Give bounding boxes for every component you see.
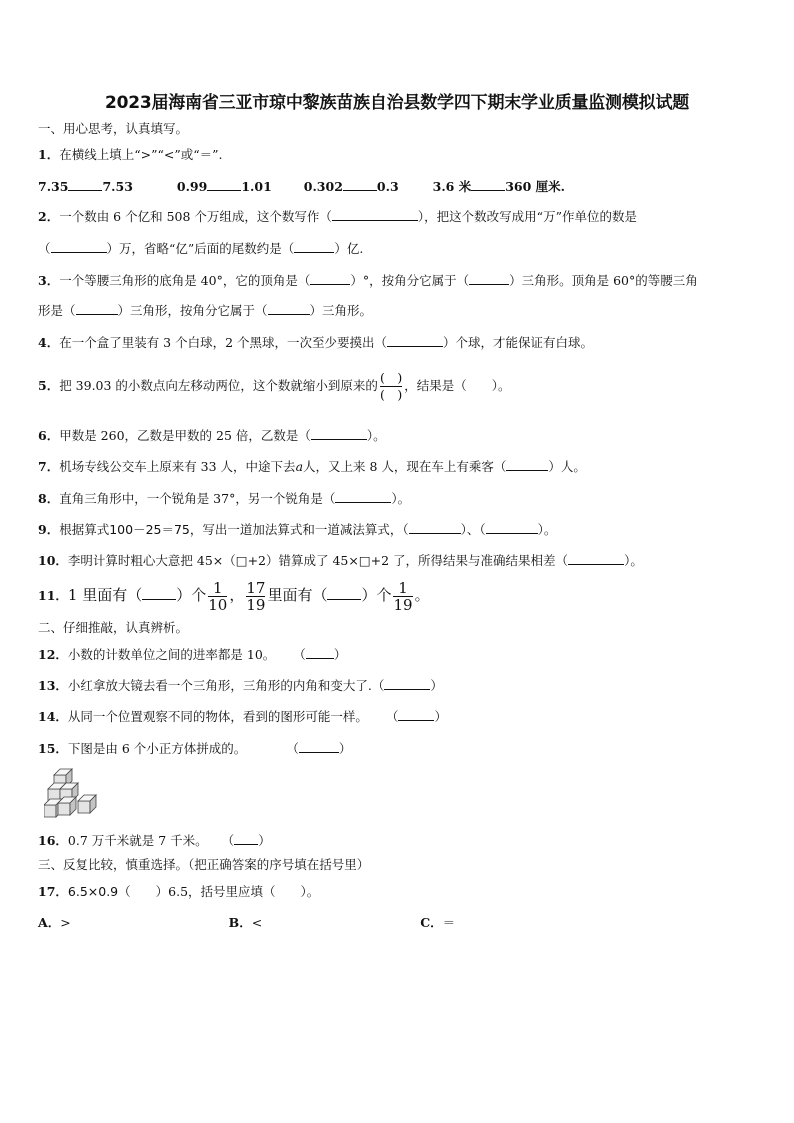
question-text: ）	[434, 709, 447, 724]
question-17	[38, 884, 319, 900]
question-number: 16．	[38, 833, 68, 848]
fraction	[380, 370, 402, 403]
question-text: ）、（	[460, 522, 486, 537]
answer-blank[interactable]	[343, 178, 377, 191]
question-number: 10．	[38, 553, 68, 568]
page-title: 2023届海南省三亚市琼中黎族苗族自治县数学四下期末学业质量监测模拟试题	[104, 93, 690, 113]
question-text: ）	[258, 833, 271, 848]
question-text: ）。	[537, 522, 557, 537]
fraction	[393, 580, 412, 613]
question-17-options	[38, 915, 455, 931]
question-text: ）。	[624, 553, 643, 568]
question-text: （ ）6.5，括号里应填（ ）。	[118, 884, 320, 899]
question-text: 一个等腰三角形的底角是 40°，它的顶角是（	[59, 273, 311, 288]
option-text: ＝	[442, 915, 456, 930]
stacked-cubes-figure	[44, 767, 100, 819]
question-number: 9．	[38, 522, 60, 537]
section-3-heading: 三、反复比较，慎重选择。（把正确答案的序号填在括号里）	[38, 857, 370, 872]
question-text: ）	[333, 647, 347, 662]
question-number: 5．	[38, 378, 60, 393]
question-15	[38, 740, 351, 757]
answer-blank[interactable]	[68, 178, 102, 191]
question-text: ）个球，才能保证有白球。	[443, 335, 594, 350]
question-text: 直角三角形中，一个锐角是 37°，另一个锐角是（	[59, 491, 336, 506]
question-text: 下图是由 6 个小正方体拼成的。	[67, 741, 247, 756]
question-text: 里面有（	[267, 586, 328, 604]
question-6	[38, 427, 386, 444]
fraction	[246, 580, 265, 613]
answer-blank[interactable]	[76, 302, 118, 315]
question-16	[38, 832, 271, 849]
question-number: 3．	[38, 273, 60, 288]
fraction-denominator: 10	[208, 595, 228, 614]
question-number: 11．	[38, 588, 68, 603]
answer-blank[interactable]	[207, 178, 241, 191]
option-b[interactable]	[229, 915, 263, 930]
question-text: （	[38, 241, 51, 256]
question-text: ）个	[361, 586, 392, 604]
compare-left: 0.302	[303, 179, 343, 194]
expression: 6.5×0.9	[67, 884, 119, 899]
question-text: 机场专线公交车上原来有 33 人，中途下去	[59, 459, 296, 474]
question-text: ）亿.	[334, 241, 364, 256]
question-text: ），把这个数改写成用“万”作单位的数是	[417, 209, 637, 224]
answer-blank[interactable]	[486, 521, 538, 534]
question-text: ，结果是（ ）。	[404, 378, 511, 393]
question-3	[38, 272, 698, 289]
question-text: ，	[229, 586, 245, 604]
question-3-cont	[38, 302, 372, 319]
question-text: 甲数是 260，乙数是甲数的 25 倍，乙数是（	[59, 428, 311, 443]
question-number: 12．	[38, 647, 68, 662]
question-number: 17．	[38, 884, 68, 899]
question-5	[38, 366, 510, 406]
answer-blank[interactable]	[409, 521, 461, 534]
answer-blank[interactable]	[310, 272, 350, 285]
variable: a	[295, 459, 304, 474]
fraction-denominator: 19	[246, 595, 266, 614]
answer-blank[interactable]	[387, 334, 443, 347]
question-text: ）三角形，按角分它属于（	[117, 303, 268, 318]
compare-left: 3.6 米	[432, 179, 472, 194]
answer-blank[interactable]	[311, 427, 367, 440]
compare-left: 7.35	[38, 179, 69, 194]
question-11	[38, 576, 430, 615]
question-text: 把 39.03 的小数点向左移动两位，这个数就缩小到原来的	[59, 378, 378, 393]
question-2	[38, 208, 637, 225]
question-text: （	[385, 709, 399, 724]
question-text: （	[293, 647, 306, 662]
option-label: A．	[38, 915, 61, 930]
question-text: 0.7 万千米就是 7 千米。	[67, 833, 208, 848]
answer-blank[interactable]	[469, 272, 509, 285]
answer-blank[interactable]	[471, 178, 505, 191]
question-number: 1．	[38, 147, 60, 162]
option-label: C．	[420, 915, 443, 930]
question-text: ）人。	[548, 459, 586, 474]
question-text: ，写出一道加法算式和一道减法算式，（	[189, 522, 409, 537]
compare-right: 1.01	[241, 179, 272, 194]
question-1-items	[38, 178, 565, 195]
answer-blank[interactable]	[234, 832, 258, 845]
question-text: ）三角形。顶角是 60°的等腰三角	[509, 273, 698, 288]
question-number: 14．	[38, 709, 68, 724]
question-text: 。	[414, 586, 430, 604]
question-7	[38, 458, 586, 475]
fraction	[208, 580, 227, 613]
question-text: 小数的计数单位之间的进率都是 10。	[67, 647, 276, 662]
fraction-denominator[interactable]: ( )	[379, 387, 403, 402]
question-number: 2．	[38, 209, 60, 224]
question-text: 人，又上来 8 人，现在车上有乘客（	[303, 459, 507, 474]
question-8	[38, 490, 410, 507]
answer-blank[interactable]	[398, 708, 434, 721]
question-text: ）。	[391, 491, 411, 506]
fraction-numerator: 1	[398, 578, 408, 597]
question-10	[38, 552, 643, 569]
question-text: 李明计算时粗心大意把 45×（□+2）错算成了 45×□+2 了，所得结果与准确结果相差（	[67, 553, 569, 568]
question-text: 小红拿放大镜去看一个三角形，三角形的内角和变大了.（	[67, 678, 385, 693]
question-number: 8．	[38, 491, 60, 506]
question-text: 从同一个位置观察不同的物体，看到的图形可能一样。	[67, 709, 368, 724]
question-12	[38, 646, 346, 663]
fraction-numerator[interactable]: ( )	[379, 370, 403, 385]
compare-left: 0.99	[176, 179, 208, 194]
section-2-heading: 二、仔细推敲，认真辨析。	[38, 620, 189, 635]
fraction-numerator: 1	[213, 578, 223, 597]
answer-blank[interactable]	[299, 740, 339, 753]
question-text: ）万，省略“亿”后面的尾数约是（	[106, 241, 295, 256]
question-14	[38, 708, 447, 725]
fraction-denominator: 19	[393, 595, 413, 614]
question-text: ）	[338, 741, 352, 756]
answer-blank[interactable]	[142, 587, 176, 600]
answer-blank[interactable]	[294, 240, 334, 253]
answer-blank[interactable]	[384, 677, 430, 690]
fraction-numerator: 17	[246, 578, 266, 597]
question-number: 15．	[38, 741, 68, 756]
option-c[interactable]	[420, 915, 455, 930]
question-text: ）三角形。	[309, 303, 373, 318]
answer-blank[interactable]	[332, 208, 418, 221]
question-text: 在横线上填上“>”“<”或“＝”.	[59, 147, 223, 162]
option-label: B．	[228, 915, 252, 930]
question-text: 根据算式	[59, 522, 110, 537]
question-text: 一个数由 6 个亿和 508 个万组成，这个数写作（	[59, 209, 332, 224]
option-text: <	[251, 915, 263, 930]
question-text: ）°，按角分它属于（	[350, 273, 470, 288]
question-text: （	[221, 833, 235, 848]
question-1	[38, 147, 222, 163]
option-text: >	[60, 915, 71, 930]
question-number: 13．	[38, 678, 68, 693]
compare-right: 0.3	[376, 179, 399, 194]
question-text: （	[286, 741, 299, 756]
compare-right: 7.53	[102, 179, 133, 194]
expression: 100－25＝75	[109, 522, 190, 537]
option-a[interactable]	[38, 915, 71, 930]
answer-blank[interactable]	[306, 646, 334, 659]
answer-blank[interactable]	[51, 240, 107, 253]
answer-blank[interactable]	[568, 552, 624, 565]
question-text: ）	[430, 678, 443, 693]
question-number: 6．	[38, 428, 60, 443]
question-text: 在一个盒了里装有 3 个白球，2 个黑球，一次至少要摸出（	[59, 335, 388, 350]
question-text: ）个	[176, 586, 207, 604]
question-text: 形是（	[38, 303, 76, 318]
question-4	[38, 334, 593, 351]
question-9	[38, 521, 556, 538]
answer-blank[interactable]	[268, 302, 310, 315]
answer-blank[interactable]	[506, 458, 548, 471]
answer-blank[interactable]	[327, 587, 361, 600]
question-13	[38, 677, 443, 694]
question-text: ）。	[366, 428, 386, 443]
question-text: 1 里面有（	[67, 586, 143, 604]
question-2-cont	[38, 240, 363, 257]
section-1-heading: 一、用心思考，认真填写。	[38, 121, 189, 136]
answer-blank[interactable]	[335, 490, 391, 503]
question-number: 7．	[38, 459, 60, 474]
question-number: 4．	[38, 335, 60, 350]
compare-right: 360 厘米.	[505, 179, 566, 194]
